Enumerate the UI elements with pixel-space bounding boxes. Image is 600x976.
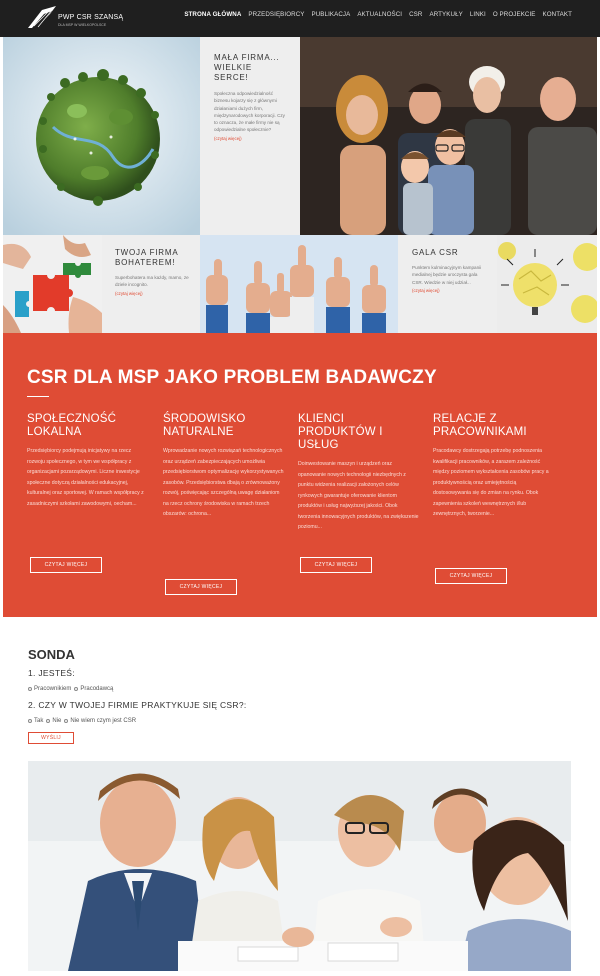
card-gala-csr [398,235,497,333]
nav-item-przedsiebiorcy[interactable]: PRZEDSIĘBIORCY [248,11,305,18]
paper-balls-illustration [497,235,597,333]
thumbs-up-illustration [200,235,398,333]
logo-subtitle: DLA MSP W WIELKOPOLSCE [58,23,107,27]
radio-option[interactable] [28,686,71,692]
option-label: Tak [34,718,44,724]
nav-item-artykuly[interactable]: ARTYKUŁY [429,11,463,18]
card-title: TWOJA FIRMA BOHATEREM! [115,248,179,267]
card-text: Superbohatera ma każdy, mamo, ze dziele incognito. [115,275,189,288]
earth-tree-image[interactable] [3,37,200,235]
title-divider [27,396,49,397]
thumbs-up-image[interactable] [200,235,398,333]
site-header [0,0,600,37]
column-text: Doinwestowanie maszyn i urządzeń oraz opanowanie nowych technologii niezbędnych z punktu widzenia realizacji założonych celów rynkowych gwarantuje oferowanie klientom produktów i usług najwyższej jakości. Obok tworzenia innowacyjnych produktów, na zwiększenie poziomu... [298,461,419,530]
radio-option[interactable] [28,718,43,724]
logo-mark-icon [28,6,56,28]
main-nav [184,11,572,18]
poll-question-2: 2. CZY W TWOJEJ FIRMIE PRAKTYKUJE SIĘ CSR?: [28,700,247,710]
card-title: GALA CSR [412,248,459,257]
column-spolecznosc [27,413,149,509]
radio-icon[interactable] [28,687,32,691]
column-srodowisko [163,413,285,520]
card-title: MAŁA FIRMA... WIELKIE SERCE! [214,53,280,82]
puzzle-hands-image[interactable] [3,235,102,333]
column-text: Przedsiębiorcy podejmują inicjatywy na rzecz rozwoju społecznego, w tym we współpracy z organizacjami pozarządowymi. Liczne inwestycje społeczne dotyczą działalności edukacyjnej, kulturalnej oraz sportowej. W ramach współpracy z zasadniczymi szkołami zawodowymi, oecham... [27,448,144,507]
family-illustration [300,37,597,235]
team-meeting-illustration [28,761,571,971]
nav-item-home[interactable]: STRONA GŁÓWNA [184,11,242,18]
read-more-button[interactable]: CZYTAJ WIĘCEJ [300,557,372,573]
column-heading: SPOŁECZNOŚĆ LOKALNA [27,413,117,438]
read-more-link[interactable]: (czytaj więcej) [214,135,242,141]
radio-icon[interactable] [46,719,50,723]
option-label: Nie wiem czym jest CSR [70,718,137,724]
read-more-button[interactable]: CZYTAJ WIĘCEJ [30,557,102,573]
paper-balls-image[interactable] [497,235,597,333]
read-more-button[interactable]: CZYTAJ WIĘCEJ [165,579,237,595]
section-title: CSR DLA MSP JAKO PROBLEM BADAWCZY [27,367,437,388]
poll-submit-button[interactable]: WYŚLIJ [28,732,74,744]
radio-icon[interactable] [28,719,32,723]
column-text: Wprowadzanie nowych rozwiązań technologicznych oraz urządzeń zabezpieczających umożliwia przedsiębiorstwom optymalizację wykorzystywanych zasobów. Przedsiębiorstwa dbają o zrównoważony rozwój, poświęcając szczególną uwagę działaniom na rzecz ochrony środowiska w ramach trzech obszarów: ochrona... [163,448,284,517]
radio-option[interactable] [64,718,136,724]
team-meeting-photo [28,761,571,971]
poll-options-2 [28,718,136,724]
column-heading: KLIENCI PRODUKTÓW I USŁUG [298,413,383,451]
column-text: Pracodawcy dostrzegają potrzebę podnoszenia kwalifikacji pracowników, a zarazem zależność między poziomem wykształcenia zasobów pracy a produktywnością oraz umiejętnością dostosowywania się do zmian na rynku. Obok zapewnienia szkoleń wewnętrznych i/lub zewnętrznych, tworzenie... [433,448,549,517]
card-mala-firma [200,37,300,235]
earth-illustration [3,37,200,235]
radio-option[interactable] [46,718,61,724]
nav-item-publikacja[interactable]: PUBLIKACJA [311,11,351,18]
poll-question-1: 1. JESTEŚ: [28,668,75,678]
radio-icon[interactable] [64,719,68,723]
column-relacje [433,413,555,520]
site-logo[interactable] [28,6,124,32]
family-photo[interactable] [300,37,597,235]
option-label: Pracownikiem [34,686,72,692]
nav-item-o-projekcie[interactable]: O PROJEKCIE [492,11,536,18]
puzzle-illustration [3,235,102,333]
poll-options-1 [28,686,113,692]
column-heading: ŚRODOWISKO NATURALNE [163,413,246,438]
logo-title: PWP CSR SZANSĄ [58,14,124,21]
card-text: Społeczna odpowiedzialność biznesu kojarzy się z głównymi działaniami dużych firm, międzynarodowych korporacji. Czy to oznacza, że małe firmy nie są odpowiedzialne społecznie? [214,91,285,133]
radio-option[interactable] [74,686,113,692]
csr-research-section [3,333,597,617]
card-twoja-firma [102,235,200,333]
read-more-link[interactable]: (czytaj więcej) [115,290,143,296]
column-klienci [298,413,420,533]
column-heading: RELACJE Z PRACOWNIKAMI [433,413,527,438]
nav-item-linki[interactable]: LINKI [469,11,486,18]
read-more-button[interactable]: CZYTAJ WIĘCEJ [435,568,507,584]
radio-icon[interactable] [74,687,78,691]
nav-item-aktualnosci[interactable]: AKTUALNOŚCI [357,11,403,18]
nav-item-csr[interactable]: CSR [409,11,423,18]
read-more-link[interactable]: (czytaj więcej) [412,287,440,293]
card-text: Punktem kulminacyjnym kampanii medialnej będzie uroczysta gala CSR. Wiedzie w niej udział... [412,265,482,285]
nav-item-kontakt[interactable]: KONTAKT [542,11,572,18]
option-label: Pracodawcą [80,686,114,692]
poll-title: SONDA [28,647,75,662]
option-label: Nie [52,718,62,724]
